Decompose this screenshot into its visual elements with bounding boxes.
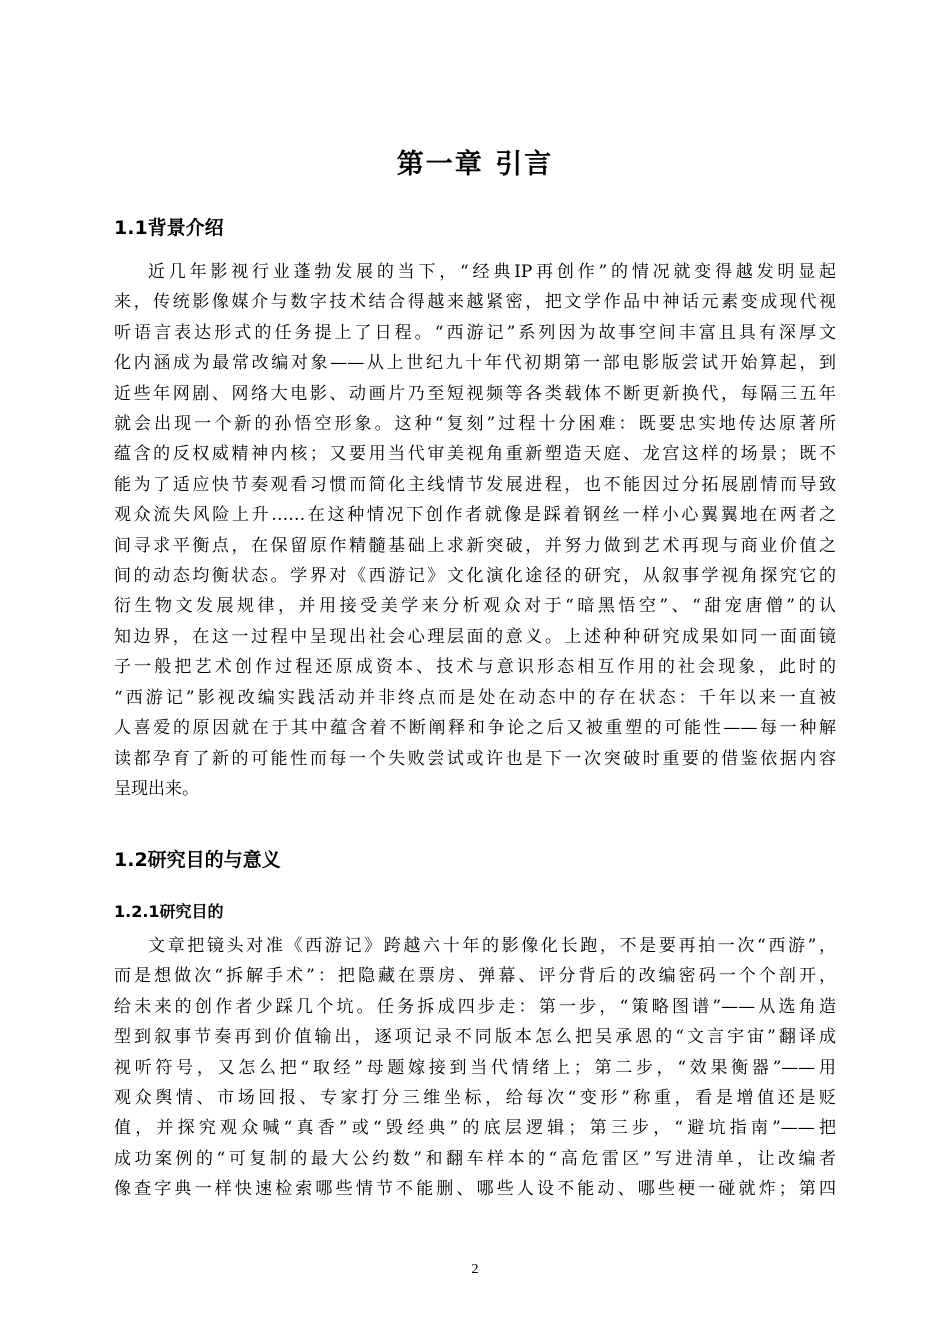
paragraph-line: 值，并探究观众喊“真香”或“毁经典”的底层逻辑；第三步，“避坑指南”——把 <box>114 1118 836 1139</box>
paragraph-line: 读都孕育了新的可能性而每一个失败尝试或许也是下一次突破时重要的借鉴依据内容 <box>114 748 836 769</box>
paragraph-line: 来，传统影像媒介与数字技术结合得越来越紧密，把文学作品中神话元素变成现代视 <box>114 292 836 313</box>
subsection-heading-1-2-1: 1.2.1研究目的 <box>114 902 224 921</box>
paragraph-line: 子一般把艺术创作过程还原成资本、技术与意识形态相互作用的社会现象，此时的 <box>114 657 836 678</box>
paragraph-line: 听语言表达形式的任务提上了日程。“西游记”系列因为故事空间丰富且具有深厚文 <box>114 322 836 343</box>
paragraph-line: 知边界，在这一过程中呈现出社会心理层面的意义。上述种种研究成果如同一面面镜 <box>114 626 836 647</box>
paragraph-line: 像查字典一样快速检索哪些情节不能删、哪些人设不能动、哪些梗一碰就炸；第四 <box>114 1179 836 1200</box>
paragraph-line: 而是想做次“拆解手术”：把隐藏在票房、弹幕、评分背后的改编密码一个个剖开， <box>114 966 836 987</box>
paragraph-line: “西游记”影视改编实践活动并非终点而是处在动态中的存在状态：千年以来一直被 <box>114 687 836 708</box>
paragraph-line: 间的动态均衡状态。学界对《西游记》文化演化途径的研究，从叙事学视角探究它的 <box>114 566 836 587</box>
section-heading-1-2: 1.2研究目的与意义 <box>114 849 281 871</box>
paragraph-line: 文章把镜头对准《西游记》跨越六十年的影像化长跑，不是要再拍一次“西游”， <box>148 936 836 956</box>
paragraph-line: 成功案例的“可复制的最大公约数”和翻车样本的“高危雷区”写进清单，让改编者 <box>114 1148 836 1169</box>
paragraph-line: 化内涵成为最常改编对象——从上世纪九十年代初期第一部电影版尝试开始算起，到 <box>114 353 836 374</box>
paragraph-line: 蕴含的反权威精神内核；又要用当代审美视角重新塑造天庭、龙宫这样的场景；既不 <box>114 444 836 465</box>
paragraph-line: 观众舆情、市场回报、专家打分三维坐标，给每次“变形”称重，看是增值还是贬 <box>114 1088 836 1109</box>
page-number: 2 <box>471 1262 479 1277</box>
paragraph-line: 呈现出来。 <box>114 778 199 799</box>
paragraph-line: 衍生物文发展规律，并用接受美学来分析观众对于“暗黑悟空”、“甜宠唐僧”的认 <box>114 596 836 617</box>
chapter-title: 第一章 引言 <box>396 149 554 180</box>
paragraph-line: 能为了适应快节奏观看习惯而简化主线情节发展进程，也不能因过分拓展剧情而导致 <box>114 474 836 495</box>
paragraph-line: 近些年网剧、网络大电影、动画片乃至短视频等各类载体不断更新换代，每隔三五年 <box>114 383 836 404</box>
background-paragraph <box>114 257 836 804</box>
paragraph-line: 人喜爱的原因就在于其中蕴含着不断阐释和争论之后又被重塑的可能性——每一种解 <box>114 718 836 739</box>
research-purpose-paragraph <box>114 931 836 1205</box>
paragraph-line: 视听符号，又怎么把“取经”母题嫁接到当代情绪上；第二步，“效果衡器”——用 <box>114 1057 836 1078</box>
paragraph-line: 近几年影视行业蓬勃发展的当下，“经典IP再创作”的情况就变得越发明显起 <box>148 262 836 282</box>
paragraph-line: 间寻求平衡点，在保留原作精髓基础上求新突破，并努力做到艺术再现与商业价值之 <box>114 535 836 556</box>
paragraph-line: 给未来的创作者少踩几个坑。任务拆成四步走：第一步，“策略图谱”——从选角造 <box>114 996 836 1017</box>
paragraph-line: 型到叙事节奏再到价值输出，逐项记录不同版本怎么把吴承恩的“文言宇宙”翻译成 <box>114 1027 836 1048</box>
section-heading-1-1: 1.1背景介绍 <box>114 217 224 239</box>
paragraph-line: 就会出现一个新的孙悟空形象。这种“复刻”过程十分困难：既要忠实地传达原著所 <box>114 414 836 435</box>
paragraph-line: 观众流失风险上升……在这种情况下创作者就像是踩着钢丝一样小心翼翼地在两者之 <box>114 505 836 526</box>
